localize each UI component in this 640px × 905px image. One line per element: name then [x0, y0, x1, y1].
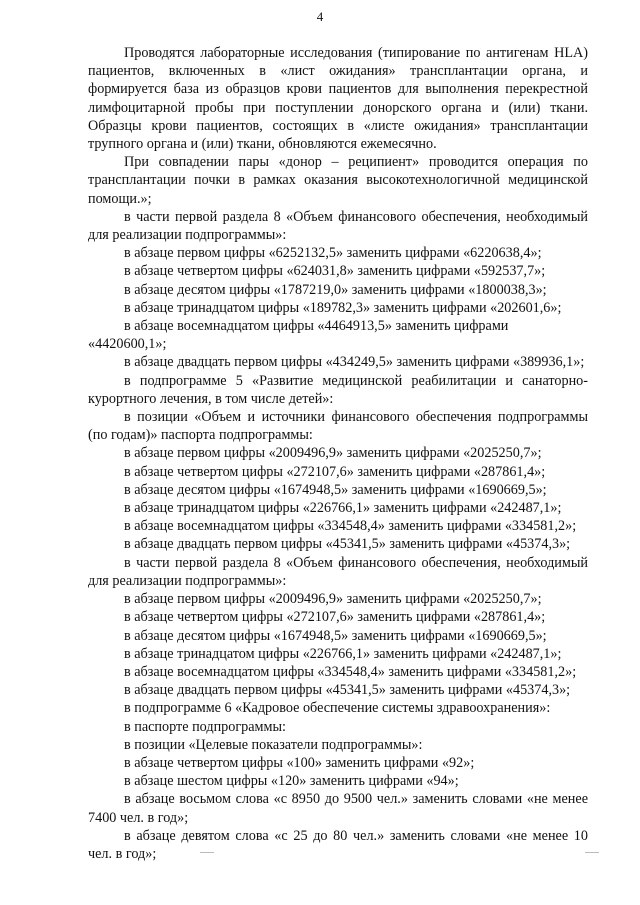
paragraph: в абзаце первом цифры «6252132,5» заменить цифрами «6220638,4»;	[124, 245, 542, 262]
page-number: 4	[316, 9, 324, 24]
paragraph: в абзаце тринадцатом цифры «189782,3» заменить цифрами «202601,6»;	[124, 299, 562, 316]
paragraph: в абзаце четвертом цифры «624031,8» заменить цифрами «592537,7»;	[124, 263, 546, 280]
scan-artifacts	[0, 852, 640, 858]
paragraph: в абзаце двадцать первом цифры «45341,5» заменить цифрами «45374,3»;	[124, 682, 571, 699]
paragraph: в позиции «Целевые показатели подпрограммы»:	[124, 736, 423, 753]
paragraph: в абзаце десятом цифры «1787219,0» заменить цифрами «1800038,3»;	[124, 281, 547, 298]
paragraph: в подпрограмме 5 «Развитие медицинской реабилитации и санаторно-курортного лечения, в том числе детей»:	[88, 372, 588, 407]
paragraph: в абзаце четвертом цифры «272107,6» заменить цифрами «287861,4»;	[124, 609, 546, 626]
paragraph: в абзаце четвертом цифры «272107,6» заменить цифрами «287861,4»;	[124, 463, 546, 480]
paragraph: в абзаце тринадцатом цифры «226766,1» заменить цифрами «242487,1»;	[124, 500, 562, 517]
scan-mark	[585, 852, 599, 853]
paragraph: в абзаце десятом цифры «1674948,5» заменить цифрами «1690669,5»;	[124, 627, 547, 644]
paragraph: в позиции «Объем и источники финансового обеспечения подпрограммы (по годам)» паспорта подпрограммы:	[88, 409, 588, 444]
paragraph: При совпадении пары «донор – реципиент» проводится операция по трансплантации почки в рамках оказания высокотехнологичной медицинской помощи.»;	[88, 154, 588, 207]
paragraph: в подпрограмме 6 «Кадровое обеспечение системы здравоохранения»:	[124, 700, 551, 717]
scan-mark	[200, 852, 214, 853]
paragraph: в абзаце девятом слова «с 25 до 80 чел.» заменить словами «не менее 10 чел. в год»;	[88, 827, 588, 862]
document-body	[88, 44, 588, 863]
paragraph: в абзаце восемнадцатом цифры «4464913,5» заменить цифрами «4420600,1»;	[88, 318, 509, 353]
paragraph: Проводятся лабораторные исследования (типирование по антигенам HLA) пациентов, включенных в «лист ожидания» трансплантации органа, и формируется база из образцов крови пациентов для выполнения перекрестной лимфоцитарной пробы при поступлении донорского органа и (или) ткани. Образцы крови пациентов, состоящих в «листе ожидания» трансплантации трупного органа и (или) ткани, обновляются ежемесячно.	[88, 45, 588, 153]
paragraph: в абзаце восемнадцатом цифры «334548,4» заменить цифрами «334581,2»;	[124, 663, 577, 680]
paragraph: в абзаце десятом цифры «1674948,5» заменить цифрами «1690669,5»;	[124, 481, 547, 498]
paragraph: в абзаце двадцать первом цифры «45341,5» заменить цифрами «45374,3»;	[124, 536, 571, 553]
paragraph: в абзаце шестом цифры «120» заменить цифрами «94»;	[124, 773, 459, 790]
paragraph: в паспорте подпрограммы:	[124, 718, 286, 735]
paragraph: в абзаце восемнадцатом цифры «334548,4» заменить цифрами «334581,2»;	[124, 518, 577, 535]
paragraph: в части первой раздела 8 «Объем финансового обеспечения, необходимый для реализации подпрограммы»:	[88, 554, 588, 589]
paragraph: в абзаце восьмом слова «с 8950 до 9500 чел.» заменить словами «не менее 7400 чел. в год»;	[88, 791, 588, 826]
paragraph: в абзаце первом цифры «2009496,9» заменить цифрами «2025250,7»;	[124, 445, 542, 462]
paragraph: в абзаце двадцать первом цифры «434249,5» заменить цифрами «389936,1»;	[124, 354, 585, 371]
paragraph: в абзаце тринадцатом цифры «226766,1» заменить цифрами «242487,1»;	[124, 645, 562, 662]
paragraph: в части первой раздела 8 «Объем финансового обеспечения, необходимый для реализации подпрограммы»:	[88, 208, 588, 244]
paragraph: в абзаце четвертом цифры «100» заменить цифрами «92»;	[124, 754, 475, 771]
paragraph: в абзаце первом цифры «2009496,9» заменить цифрами «2025250,7»;	[124, 591, 542, 608]
